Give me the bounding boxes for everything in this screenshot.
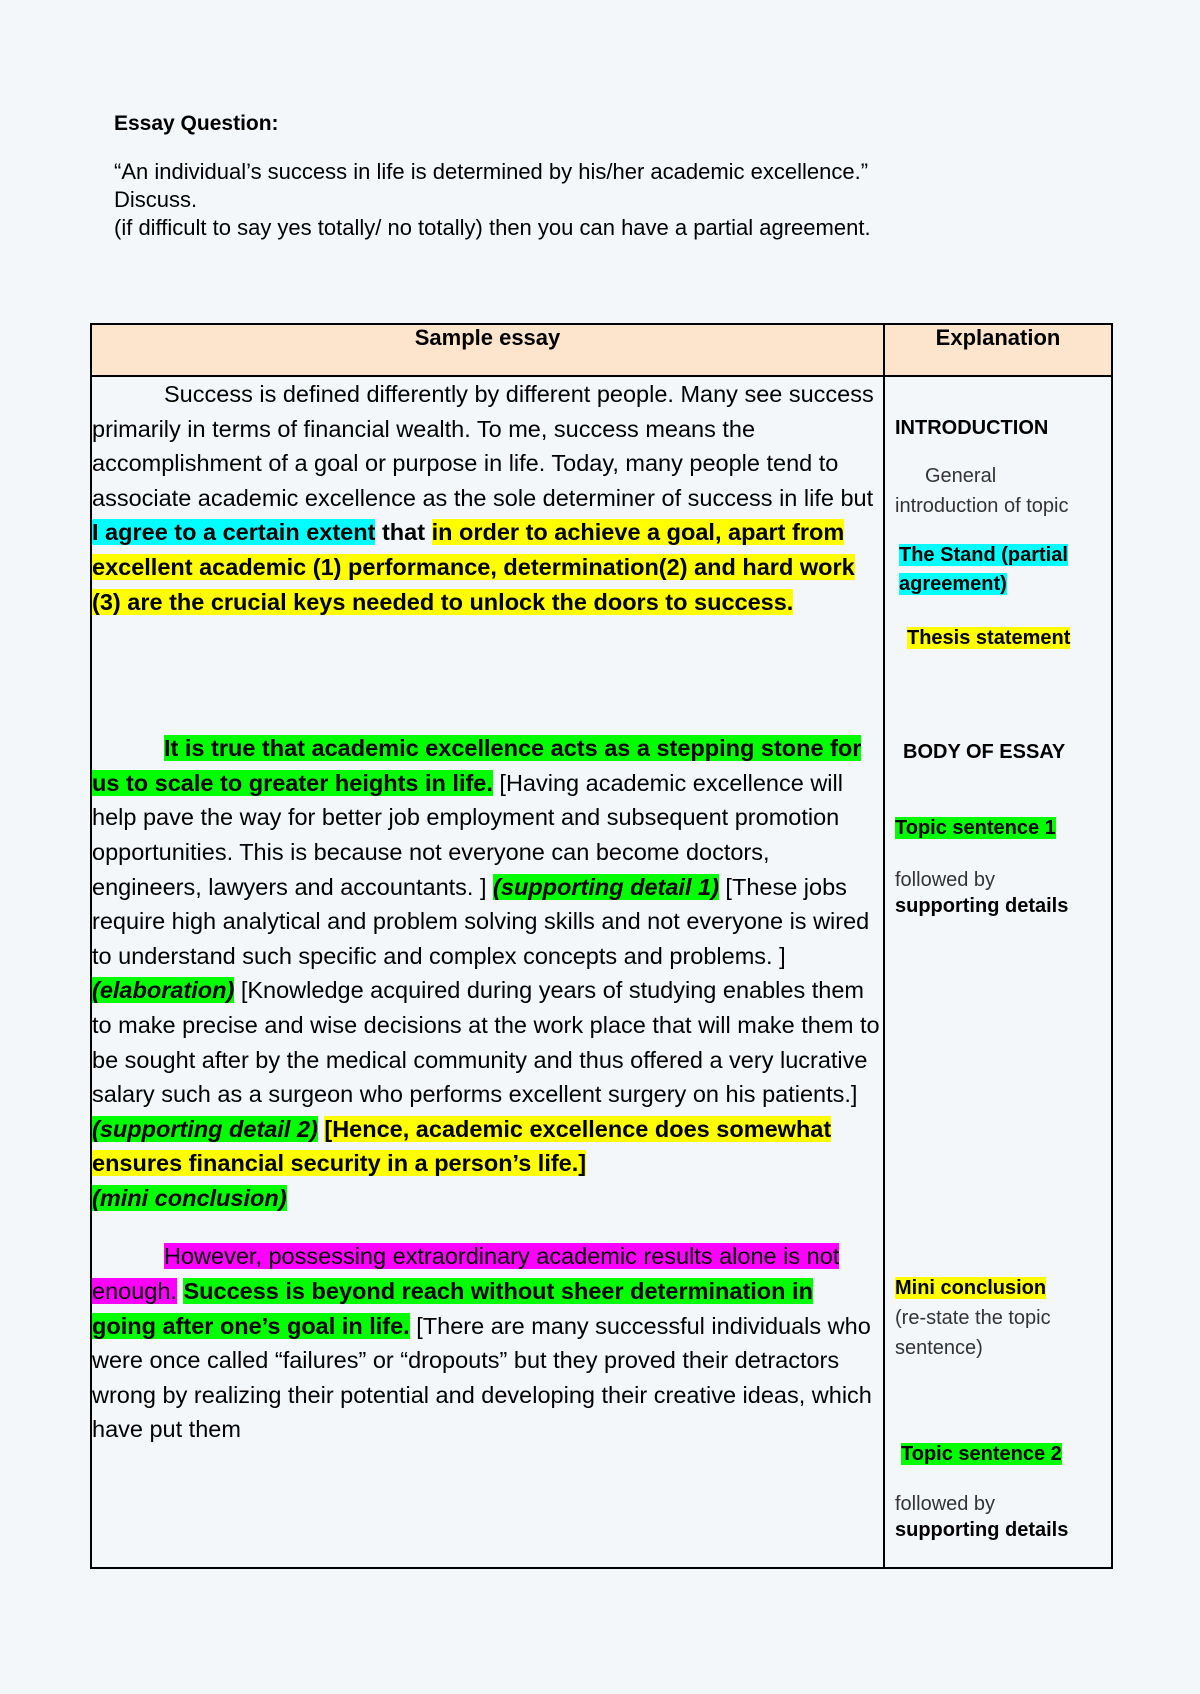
- essay-paragraph-intro: [92, 377, 883, 619]
- question-title: Essay Question:: [114, 112, 279, 135]
- mini-conclusion-explanation: Mini conclusion: [895, 1277, 1047, 1299]
- detail-text-1: [Having academic excellence will help pave the way for better job employment and subsequent promotion opportunities. This is because not everyone can become doctors, engineers, lawyers and accountants. ]: [92, 769, 843, 900]
- body-heading: BODY OF ESSAY: [903, 741, 1066, 763]
- thesis-explanation: Thesis statement: [907, 627, 1071, 649]
- stand-explanation: The Stand (partial agreement): [899, 544, 1068, 595]
- detail-text-4: [There are many successful individuals who were once called “failures” or “dropouts” but they proved their detractors wrong by realizing their potential and developing their creative ideas, which have put them: [92, 1312, 872, 1443]
- stand-highlight: I agree to a certain extent: [92, 519, 376, 546]
- followed-by-1: followed by: [895, 869, 996, 891]
- detail-text-2: [These jobs require high analytical and problem solving skills and not everyone is wired to understand such specific and complex concepts and problems. ]: [92, 873, 870, 969]
- topic-sentence-1-explanation: Topic sentence 1: [895, 817, 1056, 839]
- introduction-heading: INTRODUCTION: [895, 417, 1049, 439]
- mini-conclusion-highlight: [Hence, academic excellence does somewhat ensures financial security in a person’s life.]: [92, 1115, 832, 1177]
- supporting-details-1: supporting details: [895, 895, 1069, 917]
- intro-text: Success is defined differently by different people. Many see success primarily in terms of financial wealth. To me, success means the accomplishment of a goal or purpose in life. Today, many people tend to associate academic excellence as the sole determiner of success in life but: [92, 381, 874, 511]
- table-header-row: [91, 324, 1112, 376]
- question-statement: “An individual’s success in life is determined by his/her academic excellence.”: [114, 159, 869, 184]
- supporting-detail-1-label: (supporting detail 1): [493, 873, 719, 900]
- supporting-details-2: supporting details: [895, 1519, 1069, 1541]
- supporting-detail-2-label: (supporting detail 2): [92, 1115, 318, 1142]
- question-instruction: Discuss.: [114, 187, 198, 212]
- mini-conclusion-label: (mini conclusion): [92, 1184, 287, 1211]
- essay-paragraph-body2: [92, 1239, 883, 1447]
- sample-essay-header: Sample essay: [91, 324, 884, 376]
- sample-essay-cell: [91, 376, 884, 1568]
- stand-connector: that: [375, 519, 432, 546]
- however-highlight: However, possessing extraordinary academic results alone is not enough.: [92, 1243, 840, 1305]
- explanation-cell: [884, 376, 1112, 1568]
- topic-sentence-2: Success is beyond reach without sheer determination in going after one’s goal in life.: [92, 1278, 813, 1339]
- followed-by-2: followed by: [895, 1493, 996, 1515]
- general-intro-label: introduction of topic: [895, 495, 1069, 517]
- elaboration-label: (elaboration): [92, 977, 235, 1004]
- topic-sentence-1: It is true that academic excellence acts as a stepping stone for us to scale to greater heights in life.: [92, 735, 862, 796]
- essay-table: [90, 323, 1113, 1569]
- question-hint: (if difficult to say yes totally/ no totally) then you can have a partial agreement.: [114, 215, 871, 240]
- explanation-header: Explanation: [884, 324, 1112, 376]
- general-label: General: [925, 465, 997, 487]
- essay-question: [114, 112, 1114, 242]
- table-body-row: [91, 376, 1112, 1568]
- detail-text-3: [Knowledge acquired during years of studying enables them to make precise and wise decisions at the work place that will make them to be sought after by the medical community and thus offered a very lucrative salary such as a surgeon who performs excellent surgery on his patients.]: [92, 977, 880, 1108]
- topic-sentence-2-explanation: Topic sentence 2: [901, 1443, 1062, 1465]
- thesis-highlight: in order to achieve a goal, apart from excellent academic (1) performance, determination(2) and hard work (3) are the crucial keys needed to unlock the doors to success.: [92, 519, 855, 615]
- restate-topic-note: (re-state the topic sentence): [895, 1307, 1051, 1359]
- essay-paragraph-body1: [92, 731, 883, 1215]
